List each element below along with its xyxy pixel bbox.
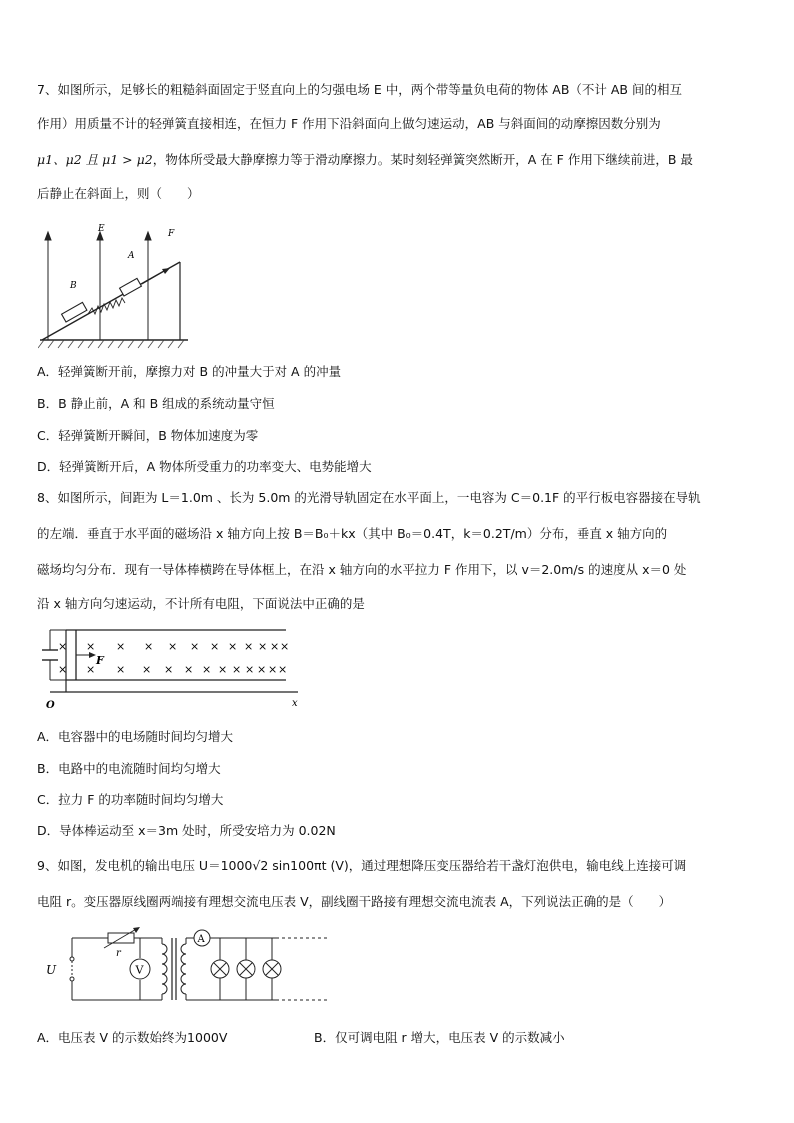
svg-text:×: × [190, 640, 200, 653]
svg-text:×: × [86, 640, 96, 653]
q9-option-b[interactable]: B．仅可调电阻 r 增大，电压表 V 的示数减小 [314, 1030, 565, 1045]
q7-label-E: E [98, 224, 105, 234]
svg-text:×: × [244, 640, 254, 653]
q7-option-c[interactable]: C．轻弹簧断开瞬间，B 物体加速度为零 [37, 428, 259, 443]
q7-option-d[interactable]: D．轻弹簧断开后，A 物体所受重力的功率变大、电势能增大 [37, 459, 372, 474]
q8-option-d[interactable]: D．导体棒运动至 x＝3m 处时，所受安培力为 0.02N [37, 823, 336, 838]
q9-transformer-circuit [40, 926, 336, 1008]
svg-text:×: × [218, 663, 228, 676]
q8-option-a[interactable]: A．电容器中的电场随时间均匀增大 [37, 729, 234, 744]
q7-block-B [62, 302, 87, 322]
q7-spring [88, 298, 125, 314]
q7-stem-line3 [37, 152, 693, 168]
q7-friction-math: μ1、μ2 且 μ1 > μ2 [37, 152, 153, 167]
svg-text:×: × [116, 640, 126, 653]
q7-incline-figure [38, 222, 198, 352]
q8-stem-line4: 沿 x 轴方向匀速运动，不计所有电阻，下面说法中正确的是 [37, 596, 365, 611]
q9-stem-line2: 电阻 r。变压器原线圈两端接有理想交流电压表 V，副线圈干路接有理想交流电流表 A，下列说法正确的是（ ） [37, 894, 672, 909]
q9-label-r: r [116, 948, 121, 959]
q8-magnetic-field-crosses [58, 640, 289, 676]
svg-text:×: × [86, 663, 96, 676]
svg-text:×: × [232, 663, 242, 676]
q9-label-A: A [197, 934, 205, 945]
svg-text:×: × [184, 663, 194, 676]
svg-text:×: × [58, 640, 68, 653]
q9-secondary-coil [181, 944, 186, 994]
q9-label-U: U [46, 963, 57, 977]
svg-text:×: × [210, 640, 220, 653]
q8-stem-line1: 8、如图所示，间距为 L＝1.0m 、长为 5.0m 的光滑导轨固定在水平面上，一电容为 C＝0.1F 的平行板电容器接在导轨 [37, 490, 701, 505]
svg-text:×: × [268, 663, 278, 676]
q8-stem-line3: 磁场均匀分布．现有一导体棒横跨在导体框上，在沿 x 轴方向的水平拉力 F 作用下，以 v＝2.0m/s 的速度从 x＝0 处 [37, 562, 687, 577]
q7-label-A: A [128, 251, 135, 261]
q7-option-a[interactable]: A．轻弹簧断开前，摩擦力对 B 的冲量大于对 A 的冲量 [37, 364, 342, 379]
q7-stem-line1: 7、如图所示，足够长的粗糙斜面固定于竖直向上的匀强电场 E 中，两个带等量负电荷的物体 AB（不计 AB 间的相互 [37, 82, 682, 97]
svg-text:×: × [168, 640, 178, 653]
svg-text:×: × [202, 663, 212, 676]
q9-primary-coil [162, 944, 167, 994]
svg-text:×: × [258, 640, 268, 653]
q9-option-a[interactable]: A．电压表 V 的示数始终为1000V [37, 1030, 228, 1045]
q8-stem-line2: 的左端．垂直于水平面的磁场沿 x 轴方向上按 B＝B₀＋kx（其中 B₀＝0.4T，k＝0.2T/m）分布，垂直 x 轴方向的 [37, 526, 668, 541]
q9-label-V: V [135, 963, 144, 977]
svg-text:×: × [58, 663, 68, 676]
q7-stem-line4: 后静止在斜面上，则（ ） [37, 186, 200, 201]
q7-block-A [120, 278, 142, 296]
svg-text:×: × [270, 640, 280, 653]
svg-text:×: × [245, 663, 255, 676]
svg-text:×: × [116, 663, 126, 676]
q8-option-b[interactable]: B．电路中的电流随时间均匀增大 [37, 761, 221, 776]
q8-rail-figure [36, 624, 304, 712]
q8-label-x: x [292, 698, 298, 709]
q8-label-O: O [46, 700, 55, 711]
q8-label-F: F [96, 654, 104, 667]
q7-label-B: B [70, 281, 77, 291]
svg-text:×: × [278, 663, 288, 676]
q9-lamps [211, 938, 281, 1000]
svg-text:×: × [280, 640, 290, 653]
svg-text:×: × [142, 663, 152, 676]
q7-label-F: F [168, 229, 175, 239]
svg-text:×: × [257, 663, 267, 676]
q9-stem-line1: 9、如图，发电机的输出电压 U＝1000√2 sin100πt (V)，通过理想降压变压器给若干盏灯泡供电，输电线上连接可调 [37, 858, 687, 873]
svg-text:×: × [164, 663, 174, 676]
q7-stem-line3-text: ，物体所受最大静摩擦力等于滑动摩擦力。某时刻轻弹簧突然断开，A 在 F 作用下继续前进，B 最 [152, 152, 693, 167]
q8-option-c[interactable]: C．拉力 F 的功率随时间均匀增大 [37, 792, 224, 807]
svg-text:×: × [228, 640, 238, 653]
q7-stem-line2: 作用）用质量不计的轻弹簧直接相连，在恒力 F 作用下沿斜面向上做匀速运动，AB 与斜面间的动摩擦因数分别为 [37, 116, 661, 131]
q7-option-b[interactable]: B．B 静止前，A 和 B 组成的系统动量守恒 [37, 396, 275, 411]
svg-text:×: × [144, 640, 154, 653]
